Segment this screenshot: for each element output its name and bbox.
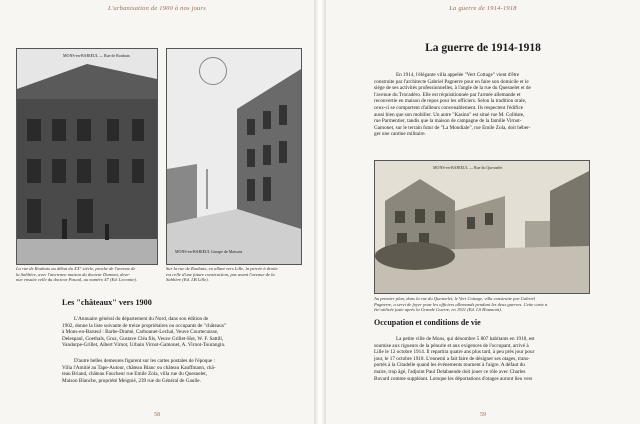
photo1-caption: La rue de Roubaix au début du XX° siècle, proche de l'avenue de la Sablière, avec l'ancienne maison du docteur Dumont, deve- nue ensuite celle du docteur Pascal, au numéro 47 (Ed. Lecomte). [16,266,138,283]
running-head-left: L'urbanisation de 1900 à nos jours [108,5,206,12]
photo-label: MONS-en-BARŒUL — Rue du Quesnelet [433,165,503,170]
postcard-photo-groupe-de-maisons [166,48,302,265]
occupation-paragraph: La petite ville de Mons, qui dénombre 5 807 habitants en 1918, est soumise aux rigueurs de la pénurie et aux exigences de l'occupant, arrivé à Lille le 12 octobre 1914. Il repartira quatre ans plus tard, à peu près jour pour jour, le 17 octobre 1918. L'ennemi a fait faire de désigner ses otages, trans- portés à la Citadelle quand les événements tournent à l'aigre. A défaut du maire, trop âgé, l'adjoint Paul Delabaende doit jouer ce rôle avec Charles Buvard comme suppléant. Lorsque les déportations d'otages auront lieu vers [374,336,535,382]
photo1-label: MONS-en-BARŒUL — Rue de Roubaix [63,53,130,58]
chateaux-paragraph-2: D'autre belles demeures figurent sur les cartes postales de l'époque : Villa l'Amitié au Tape-Autour, château Blanc ou château Kauffmann, châ- teau Briand, château Faucheur rue Emile Zola, villa rue du Quesnelet, Maison Blanche, propriété Meignié, 239 rue du Général de Gaulle. [62,358,216,384]
photo2-label: MONS-en-BARŒUL Groupe de Maisons [175,249,243,254]
right-page [326,0,640,424]
running-head-right: La guerre de 1914-1918 [449,5,517,12]
chateaux-paragraph-1: L'Annuaire général du département du Nord, dans son édition de 1902, donne la liste suivante de treize propriétaires ou occupants de "châteaux" à Mons-en-Barœul : Barbe-Dramé, Carbonnet-Lechal, Veuve Courtecuisse, Delespaul, Goethals, Gruz, Gustave Cléa fils, Veuve Grillet-Hot, W. F. Sattill, Vandorpe-Grillet, Albert Virnot, Urbain Virnot-Gamonet, A. Virnot-Tourangin. [62,316,227,349]
vert-cottage-caption: Au premier plan, dans la rue du Quesnelet, le Vert Cottage, villa construite par Gabriel Pagnerre, a servi de foyer pour les officiers allemands pendant les deux guerres. Cette carte a été utilisée juste après la Grande Guerre, en 1921 (Ed. LS Houmont). [374,296,548,313]
page-number-right: 59 [480,412,486,418]
postmark-stamp [199,57,227,85]
photo2-caption: Sur la rue de Roubaix, en allant vers Lille, la percée à droite est celle d'une future construction, pas avant l'avenue de la Sablière (Ed. LB Lille). [166,266,278,283]
section-title-chateaux: Les "châteaux" vers 1900 [62,298,152,307]
postcard-photo-rue-de-roubaix [16,48,158,265]
chapter-title: La guerre de 1914-1918 [425,42,541,54]
postcard-photo-vert-cottage [374,160,590,294]
left-page [0,0,314,424]
book-gutter [314,0,326,424]
page-number-left: 58 [154,412,160,418]
war-paragraph-1: En 1914, l'élégante villa appelée "Vert Cottage" vient d'être construite par l'architecte Gabriel Pagnerre pour en faire son domicile et le siège de ses activités professionnelles, à l'angle de la rue du Quesnelet et de l'avenue du Trocadéro. Elle est réquisitionnée par l'armée allemande et reconvertie en maison de repos pour les officiers. Selon la tradition orale, ceux-ci se comportent d'ailleurs convenablement. Ils respectent l'édifice aussi bien que son mobilier. Un autre "Kasino" est situé rue M. Colléate, rue Parmentier, tandis que la maison de campagne de la famille Virnot- Gamonet, sur le terrain futur de "La Mondiale", rue Emile Zola, doit héber- ger une cantine militaire. [374,72,531,138]
section-title-occupation: Occupation et conditions de vie [374,318,481,327]
